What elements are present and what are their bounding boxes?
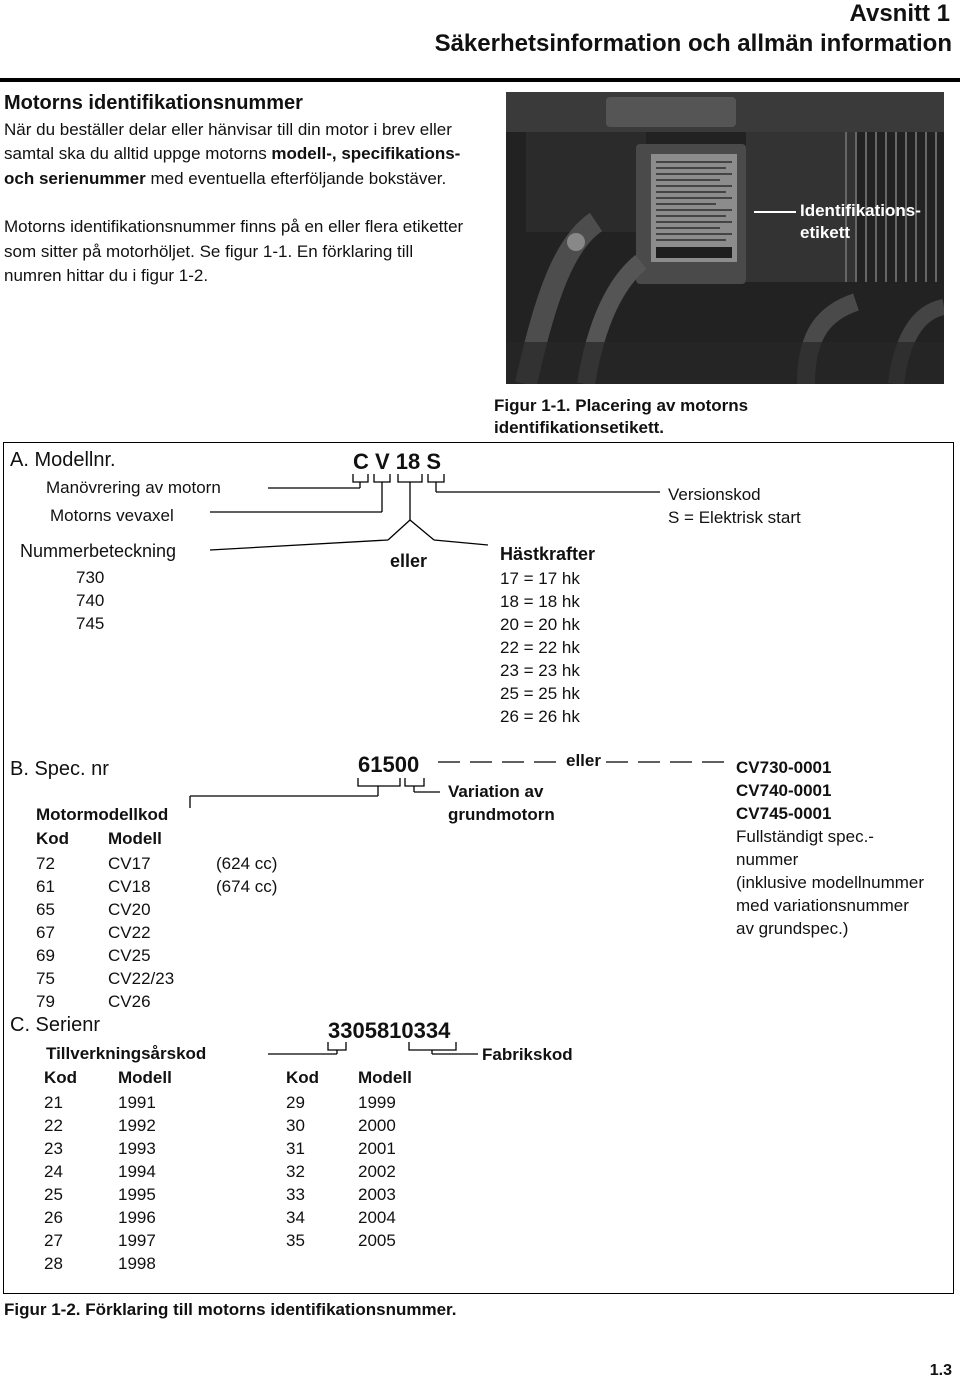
serial-left-codes (44, 1091, 63, 1275)
year-code: 25 (44, 1185, 63, 1204)
spec-row-code: 69 (36, 946, 55, 965)
spec-col-model: Modell (108, 829, 162, 848)
year-code-title: Tillverkningsårskod (46, 1044, 207, 1063)
full-spec-item: CV745-0001 (736, 804, 832, 823)
serial-right-codes (286, 1091, 305, 1252)
full-spec-desc-line: Fullständigt spec.- (736, 827, 874, 846)
section-title: Säkerhetsinformation och allmän information (434, 30, 952, 57)
year-value: 1993 (118, 1139, 156, 1158)
intro-paragraph-2: Motorns identifikationsnummer finns på en eller flera etiketter som sitter på motorhöljet. Se figur 1-1. En förklaring till numren hittar du i figur 1-2. (4, 217, 464, 286)
full-spec-desc-line: nummer (736, 850, 799, 869)
serial-col-code-left: Kod (44, 1068, 78, 1087)
designation-list (76, 566, 104, 635)
spec-row-cc: (674 cc) (216, 877, 278, 896)
year-value: 2000 (358, 1116, 396, 1135)
hp-item: 23 = 23 hk (500, 661, 580, 680)
serial-left-years (118, 1091, 156, 1275)
full-spec-item: CV740-0001 (736, 781, 832, 800)
year-code: 32 (286, 1162, 305, 1181)
spec-row-code: 72 (36, 854, 55, 873)
version-title: Versionskod (668, 485, 761, 504)
year-code: 21 (44, 1093, 63, 1112)
spec-cc-column (216, 852, 277, 898)
hp-item: 18 = 18 hk (500, 592, 580, 611)
designation-item: 730 (76, 568, 105, 587)
spec-heading: B. Spec. nr (10, 758, 109, 780)
spec-row-model: CV22 (108, 923, 151, 942)
variation-line-2: grundmotorn (448, 805, 555, 824)
year-code: 31 (286, 1139, 305, 1158)
year-value: 2005 (358, 1231, 396, 1250)
spec-row-model: CV17 (108, 854, 151, 873)
year-code: 28 (44, 1254, 63, 1273)
intro-text-1b: modell-, specifikations- och serienummer (4, 144, 461, 188)
spec-row-model: CV26 (108, 992, 151, 1011)
spec-code: 61500 (358, 752, 420, 777)
page-number: 1.3 (929, 1362, 952, 1379)
year-value: 1999 (358, 1093, 396, 1112)
designation-title: Nummerbeteckning (20, 541, 177, 561)
hp-title: Hästkrafter (500, 544, 596, 564)
year-code: 33 (286, 1185, 305, 1204)
year-code: 24 (44, 1162, 63, 1181)
spec-row-model: CV18 (108, 877, 151, 896)
spec-row-model: CV22/23 (108, 969, 175, 988)
figure-1-1-line-1: Figur 1-1. Placering av motorns (494, 396, 749, 415)
spec-col-code: Kod (36, 829, 70, 848)
year-value: 2003 (358, 1185, 396, 1204)
model-code-title: Motormodellkod (36, 805, 169, 824)
model-code: C V 18 S (353, 449, 442, 474)
hp-item: 26 = 26 hk (500, 707, 580, 726)
designation-item: 740 (76, 591, 105, 610)
full-spec-desc-line: med variationsnummer (736, 896, 909, 915)
year-value: 1991 (118, 1093, 156, 1112)
year-code: 34 (286, 1208, 305, 1227)
full-spec-desc-line: av grundspec.) (736, 919, 849, 938)
spec-or-label: eller (566, 751, 601, 770)
page-title: Motorns identifikationsnummer (4, 92, 303, 114)
serial-heading: C. Serienr (10, 1014, 101, 1036)
full-spec-desc-line: (inklusive modellnummer (736, 873, 925, 892)
hp-item: 20 = 20 hk (500, 615, 580, 634)
spec-row-code: 75 (36, 969, 55, 988)
full-spec-list (736, 756, 831, 825)
designation-item: 745 (76, 614, 105, 633)
intro-text-1a: När du beställer delar eller hänvisar till din motor i brev eller samtal ska du alltid uppge motorns (4, 120, 452, 164)
section-label: Avsnitt 1 (849, 0, 950, 27)
year-value: 1996 (118, 1208, 156, 1227)
figure-1-1-line-2: identifikationsetikett. (494, 418, 665, 437)
year-value: 1995 (118, 1185, 156, 1204)
spec-row-cc: (624 cc) (216, 854, 278, 873)
spec-row-model: CV25 (108, 946, 151, 965)
photo-label-line-1: Identifikations- (800, 201, 921, 220)
full-spec-description (736, 825, 924, 940)
spec-row-model: CV20 (108, 900, 151, 919)
model-heading: A. Modellnr. (10, 449, 116, 471)
spec-model-column (108, 852, 174, 1013)
full-spec-item: CV730-0001 (736, 758, 832, 777)
spec-code-column (36, 852, 55, 1013)
spec-row-code: 79 (36, 992, 55, 1011)
hp-item: 17 = 17 hk (500, 569, 580, 588)
figure-1-2-caption: Figur 1-2. Förklaring till motorns identifikationsnummer. (4, 1300, 457, 1319)
variation-line-1: Variation av (448, 782, 544, 801)
serial-col-model-right: Modell (358, 1068, 412, 1087)
intro-text-1c: med eventuella efterföljande bokstäver. (145, 168, 447, 188)
photo-label-line-2: etikett (800, 223, 851, 242)
year-value: 2004 (358, 1208, 396, 1227)
year-value: 2001 (358, 1139, 396, 1158)
hp-list (500, 567, 580, 728)
crankshaft-label: Motorns vevaxel (50, 506, 174, 525)
year-code: 22 (44, 1116, 63, 1135)
year-value: 1997 (118, 1231, 156, 1250)
hp-item: 22 = 22 hk (500, 638, 580, 657)
year-value: 1992 (118, 1116, 156, 1135)
hp-item: 25 = 25 hk (500, 684, 580, 703)
serial-code: 3305810334 (328, 1018, 451, 1043)
factory-code-label: Fabrikskod (482, 1045, 573, 1064)
serial-right-years (358, 1091, 396, 1252)
year-value: 1994 (118, 1162, 156, 1181)
year-code: 27 (44, 1231, 63, 1250)
year-code: 26 (44, 1208, 63, 1227)
year-code: 35 (286, 1231, 305, 1250)
year-value: 2002 (358, 1162, 396, 1181)
version-item: S = Elektrisk start (668, 508, 801, 527)
variation-label (448, 780, 555, 826)
year-value: 1998 (118, 1254, 156, 1273)
spec-row-code: 67 (36, 923, 55, 942)
serial-col-model-left: Modell (118, 1068, 172, 1087)
serial-col-code-right: Kod (286, 1068, 320, 1087)
year-code: 23 (44, 1139, 63, 1158)
year-code: 30 (286, 1116, 305, 1135)
spec-row-code: 61 (36, 877, 55, 896)
or-label: eller (390, 551, 428, 571)
year-code: 29 (286, 1093, 305, 1112)
spec-row-code: 65 (36, 900, 55, 919)
operation-label: Manövrering av motorn (46, 478, 221, 497)
